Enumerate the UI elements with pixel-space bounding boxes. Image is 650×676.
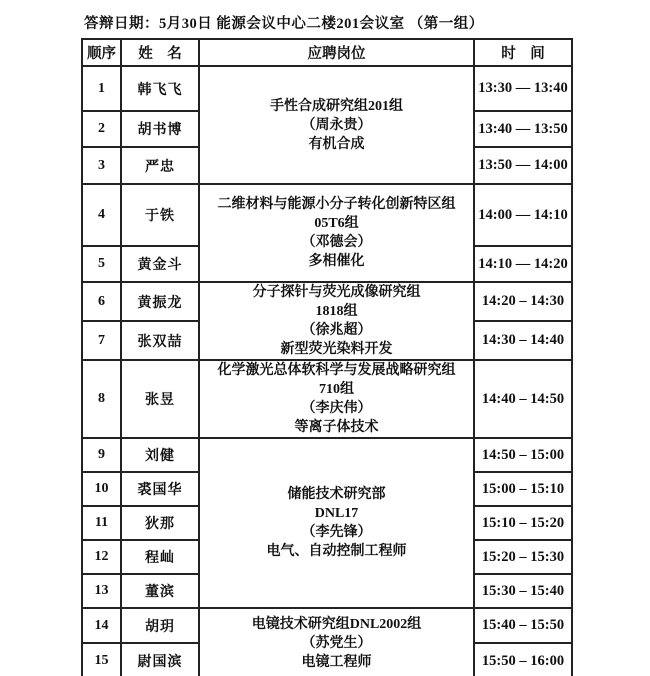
- name-cell: 狄那: [121, 506, 199, 540]
- schedule-table: [81, 38, 573, 676]
- position-line: 电镜技术研究组DNL2002组: [251, 617, 422, 632]
- schedule-table-body: [82, 66, 572, 676]
- name-cell: 尉国滨: [121, 643, 199, 676]
- position-line: 多相催化: [308, 254, 365, 269]
- table-row: [82, 282, 572, 321]
- order-cell: 6: [82, 282, 121, 321]
- position-line: 1818组: [315, 304, 358, 319]
- name-cell: 于铁: [121, 184, 199, 246]
- name-cell: 张昱: [121, 360, 199, 438]
- order-cell: 2: [82, 111, 121, 147]
- time-cell: 15:50 – 16:00: [474, 643, 572, 676]
- position-line: 分子探针与荧光成像研究组: [252, 285, 421, 300]
- table-row: [82, 184, 572, 246]
- time-cell: 14:30 – 14:40: [474, 321, 572, 360]
- position-line: 电镜工程师: [301, 655, 372, 670]
- order-cell: 15: [82, 643, 121, 676]
- name-cell: 黄振龙: [121, 282, 199, 321]
- position-line: 手性合成研究组201组: [270, 98, 403, 114]
- page-title: 答辩日期：5月30日 能源会议中心二楼201会议室 （第一组）: [84, 16, 484, 32]
- position-line: 710组: [319, 382, 354, 397]
- position-cell: [199, 184, 474, 282]
- table-row: [82, 608, 572, 643]
- order-cell: 4: [82, 184, 121, 246]
- position-line: 储能技术研究部: [287, 487, 386, 502]
- time-cell: 14:00 — 14:10: [474, 184, 572, 246]
- header-name: 姓 名: [121, 39, 199, 66]
- position-line: 新型荧光染料开发: [280, 342, 393, 357]
- position-cell: [199, 438, 474, 608]
- name-cell: 董滨: [121, 574, 199, 608]
- name-cell: 程屾: [121, 540, 199, 574]
- position-line: 等离子体技术: [294, 420, 379, 435]
- position-line: （苏党生）: [301, 636, 372, 651]
- order-cell: 7: [82, 321, 121, 360]
- order-cell: 8: [82, 360, 121, 438]
- order-cell: 12: [82, 540, 121, 574]
- position-line: 05T6组: [314, 216, 359, 231]
- position-cell: [199, 608, 474, 676]
- time-cell: 15:40 – 15:50: [474, 608, 572, 643]
- position-line: （周永贵）: [301, 117, 372, 133]
- time-cell: 13:50 — 14:00: [474, 147, 572, 184]
- name-cell: 严忠: [121, 147, 199, 184]
- header-time: 时 间: [474, 39, 572, 66]
- position-line: 二维材料与能源小分子转化创新特区组: [217, 197, 456, 212]
- header-row: [82, 39, 572, 66]
- name-cell: 刘健: [121, 438, 199, 472]
- name-cell: 张双喆: [121, 321, 199, 360]
- time-cell: 14:50 – 15:00: [474, 438, 572, 472]
- name-cell: 韩飞飞: [121, 66, 199, 111]
- position-line: （邓德会）: [301, 235, 372, 250]
- order-cell: 1: [82, 66, 121, 111]
- time-cell: 14:20 – 14:30: [474, 282, 572, 321]
- position-cell: [199, 66, 474, 184]
- name-cell: 胡书博: [121, 111, 199, 147]
- order-cell: 14: [82, 608, 121, 643]
- table-header: [82, 39, 572, 66]
- name-cell: 黄金斗: [121, 246, 199, 282]
- time-cell: 13:40 — 13:50: [474, 111, 572, 147]
- time-cell: 15:00 – 15:10: [474, 472, 572, 506]
- order-cell: 13: [82, 574, 121, 608]
- table-row: [82, 360, 572, 438]
- order-cell: 9: [82, 438, 121, 472]
- position-line: （徐兆超）: [301, 323, 372, 338]
- name-cell: 裘国华: [121, 472, 199, 506]
- order-cell: 3: [82, 147, 121, 184]
- order-cell: 10: [82, 472, 121, 506]
- position-line: 有机合成: [308, 136, 365, 152]
- table-row: [82, 66, 572, 111]
- time-cell: 15:30 – 15:40: [474, 574, 572, 608]
- order-cell: 11: [82, 506, 121, 540]
- position-cell: [199, 282, 474, 360]
- time-cell: 15:10 – 15:20: [474, 506, 572, 540]
- position-line: （李先锋）: [301, 525, 372, 540]
- order-cell: 5: [82, 246, 121, 282]
- name-cell: 胡玥: [121, 608, 199, 643]
- position-line: 化学激光总体软科学与发展战略研究组: [217, 363, 456, 378]
- time-cell: 14:40 – 14:50: [474, 360, 572, 438]
- time-cell: 13:30 — 13:40: [474, 66, 572, 111]
- time-cell: 14:10 — 14:20: [474, 246, 572, 282]
- table-row: [82, 438, 572, 472]
- header-order: 顺序: [82, 39, 121, 66]
- header-position: 应聘岗位: [199, 39, 474, 66]
- position-line: （李庆伟）: [301, 401, 372, 416]
- position-line: 电气、自动控制工程师: [266, 544, 407, 559]
- position-cell: [199, 360, 474, 438]
- time-cell: 15:20 – 15:30: [474, 540, 572, 574]
- position-line: DNL17: [314, 506, 359, 521]
